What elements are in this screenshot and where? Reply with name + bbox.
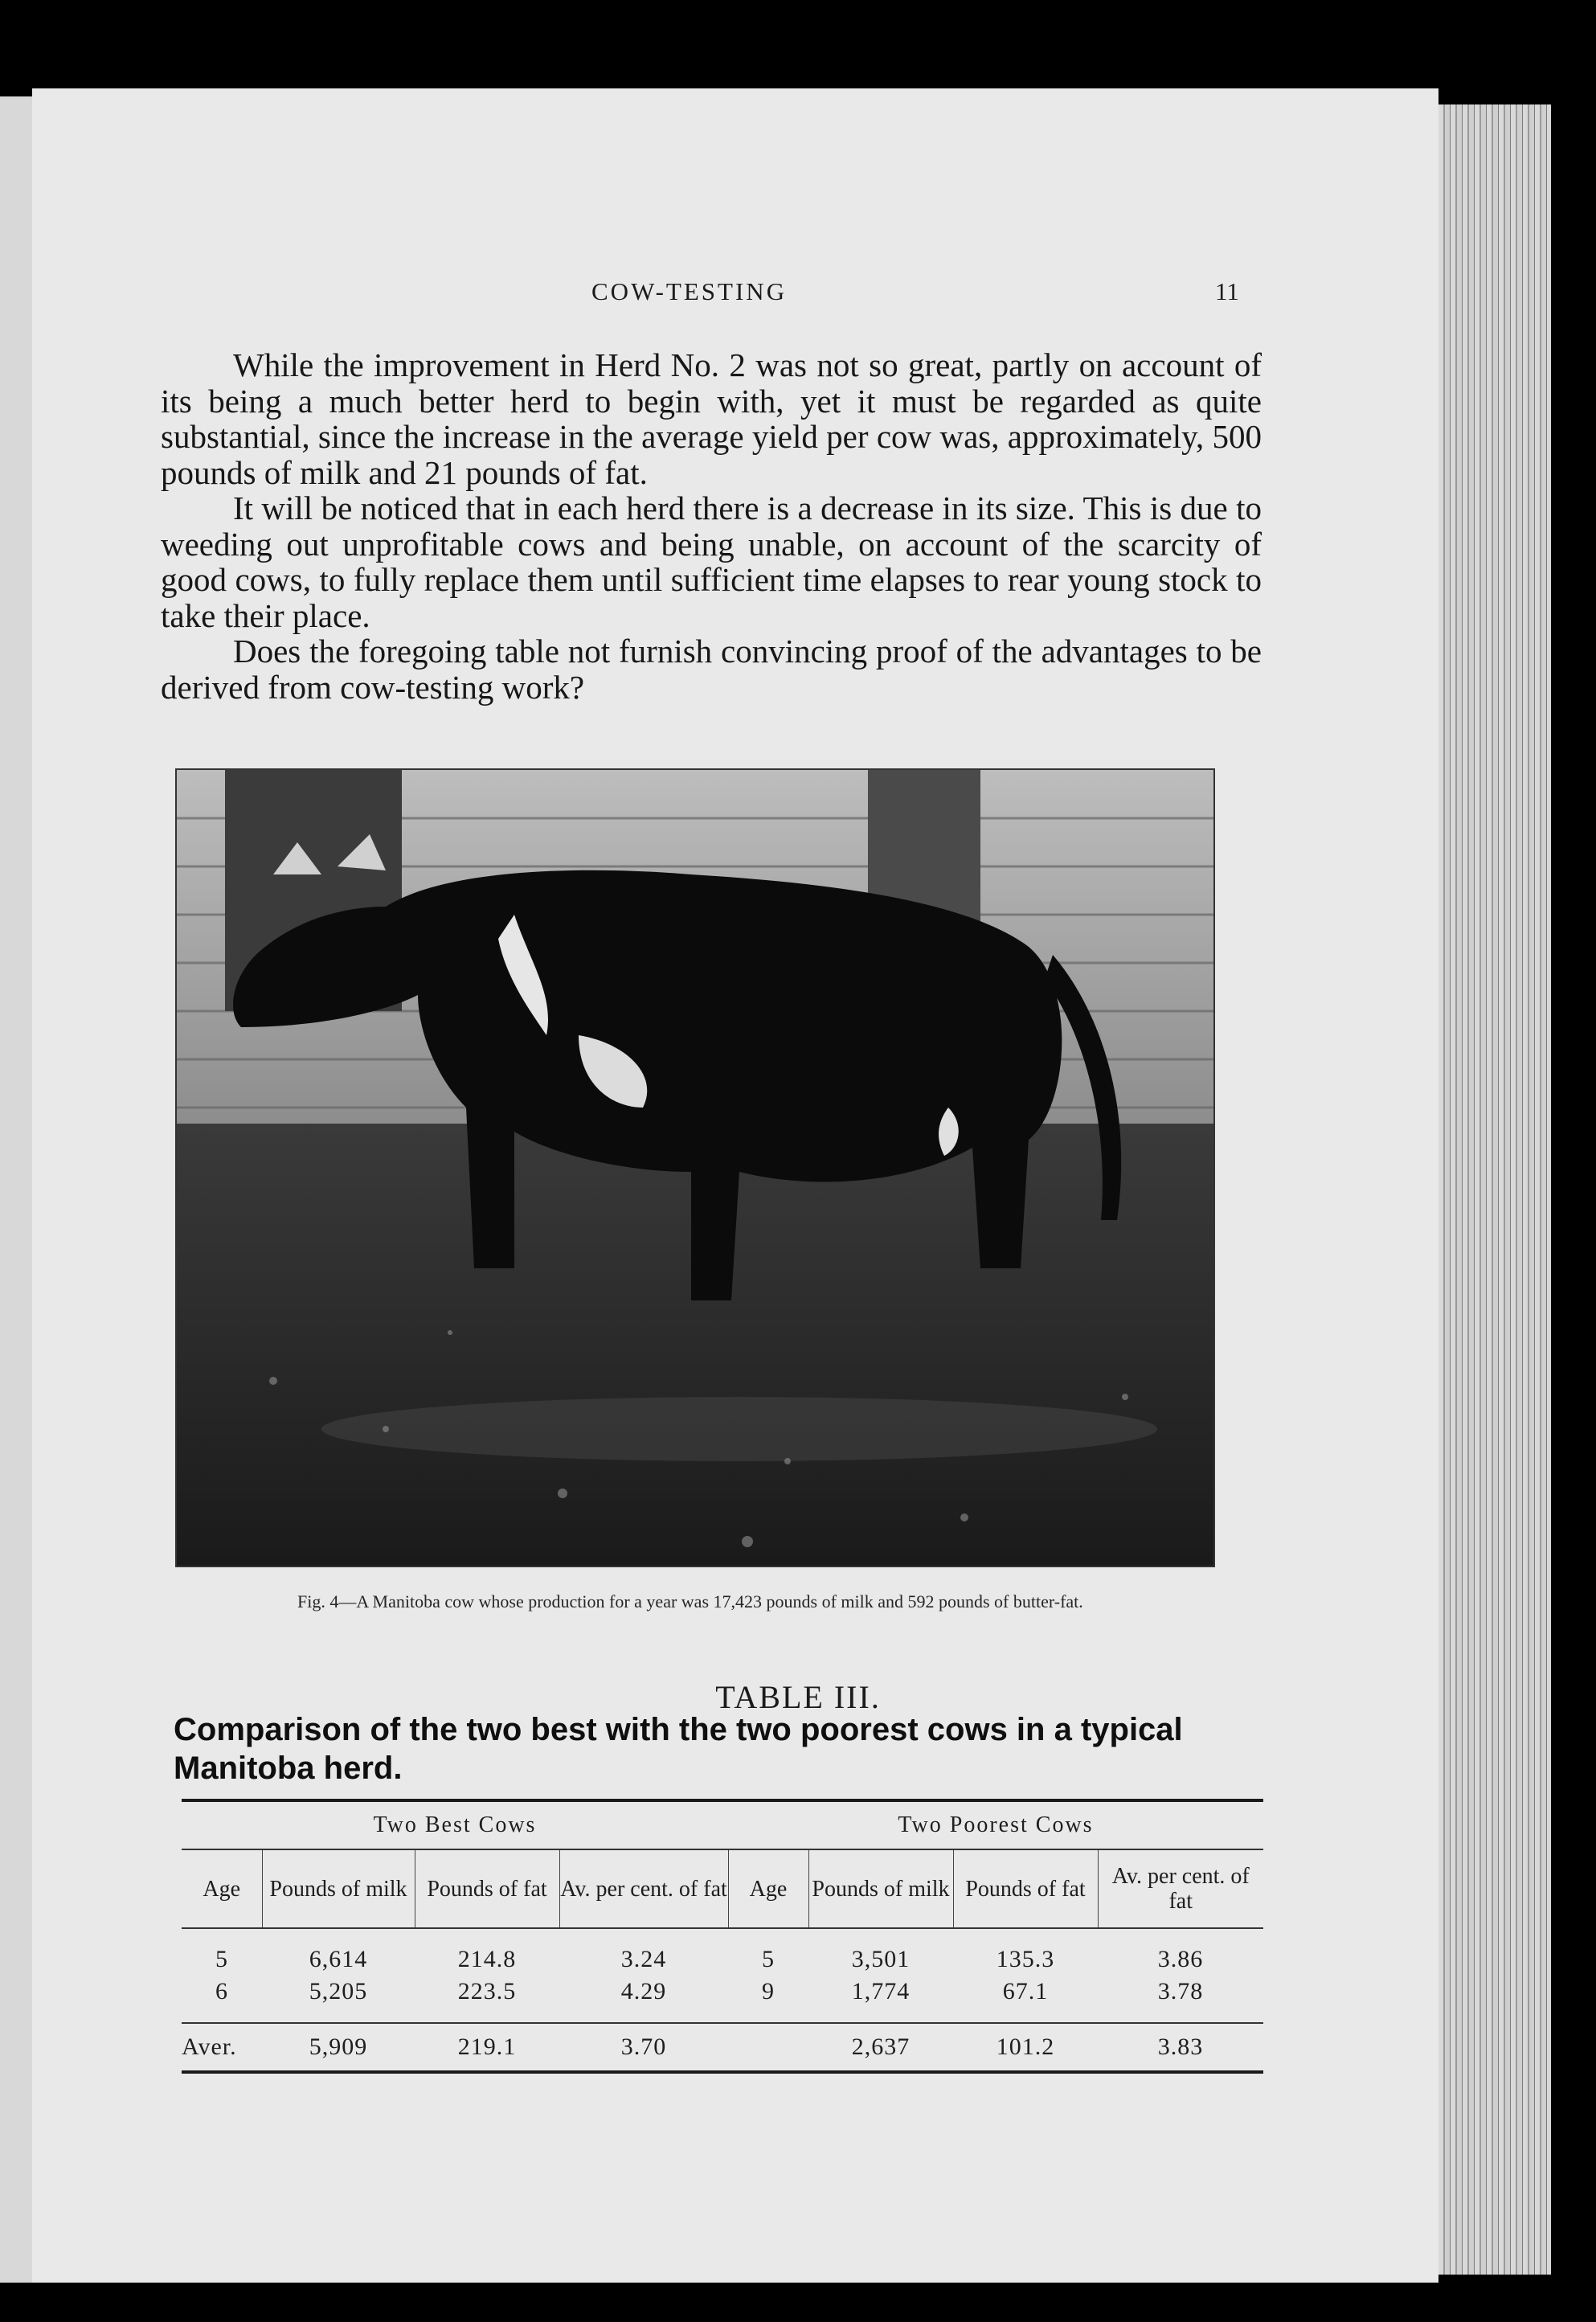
cell-age: 5 <box>215 1946 228 1972</box>
header-percent-fat: Av. per cent. of fat <box>1098 1849 1263 1928</box>
header-age: Age <box>182 1849 262 1928</box>
cell-percent-fat: 4.29 <box>620 1978 667 2005</box>
cell-fat: 223.5 <box>457 1978 517 2005</box>
cell-milk: 5,205 <box>309 1978 368 2005</box>
running-title: COW-TESTING <box>591 277 788 305</box>
cell-milk: 6,614 <box>309 1946 368 1972</box>
average-percent-fat: 3.83 <box>1098 2023 1263 2072</box>
header-age: Age <box>728 1849 808 1928</box>
cell-fat: 135.3 <box>996 1946 1055 1972</box>
table-row <box>182 1976 1263 2023</box>
body-text <box>161 347 1262 705</box>
header-percent-fat: Av. per cent. of fat <box>559 1849 728 1928</box>
cell-percent-fat: 3.86 <box>1157 1946 1204 1972</box>
average-row <box>182 2023 1263 2072</box>
comparison-table <box>182 1799 1263 2074</box>
cell-percent-fat: 3.78 <box>1157 1978 1204 2005</box>
table-title: Comparison of the two best with the two poorest cows in a typical Manitoba herd. <box>174 1712 1183 1786</box>
group-best-header: Two Best Cows <box>373 1812 537 1837</box>
header-milk: Pounds of milk <box>808 1849 953 1928</box>
cell-milk: 3,501 <box>851 1946 911 1972</box>
page-stack-edges <box>1438 104 1551 2275</box>
average-fat: 219.1 <box>415 2023 559 2072</box>
cow-photograph <box>175 768 1215 1567</box>
group-header-row <box>182 1800 1263 1849</box>
table-row <box>182 1928 1263 1976</box>
cell-fat: 214.8 <box>457 1946 517 1972</box>
header-fat: Pounds of fat <box>415 1849 559 1928</box>
average-empty-cell <box>728 2023 808 2072</box>
paragraph: It will be noticed that in each herd there is a decrease in its size. This is due to weeding out unprofitable cows and being unable, on account of the scarcity of good cows, to fully replace them until sufficient time elapses to rear young stock to take their place. <box>161 489 1262 634</box>
paragraph: Does the foregoing table not furnish convincing proof of the advantages to be derived from cow-testing work? <box>161 633 1262 706</box>
header-milk: Pounds of milk <box>262 1849 415 1928</box>
adjacent-page-edge <box>0 96 35 2283</box>
page-number: 11 <box>1215 277 1239 305</box>
group-poorest-header: Two Poorest Cows <box>898 1812 1094 1837</box>
cell-fat: 67.1 <box>1002 1978 1049 2005</box>
cell-age: 6 <box>215 1978 228 2005</box>
average-label: Aver. <box>182 2023 262 2072</box>
figure-caption: Fig. 4—A Manitoba cow whose production for a year was 17,423 pounds of milk and 592 pounds of butter-fat. <box>297 1591 1083 1611</box>
cell-percent-fat: 3.24 <box>620 1946 667 1972</box>
cow-photo-illustration <box>177 770 1213 1566</box>
column-header-row <box>182 1849 1263 1928</box>
cell-age: 9 <box>762 1978 775 2005</box>
header-fat: Pounds of fat <box>953 1849 1098 1928</box>
average-milk: 5,909 <box>262 2023 415 2072</box>
paragraph: While the improvement in Herd No. 2 was not so great, partly on account of its being a much better herd to begin with, yet it must be regarded as quite substantial, since the increase in the average yield per cow was, approximately, 500 pounds of milk and 21 pounds of fat. <box>161 346 1262 491</box>
cell-age: 5 <box>762 1946 775 1972</box>
average-fat: 101.2 <box>953 2023 1098 2072</box>
average-milk: 2,637 <box>808 2023 953 2072</box>
average-percent-fat: 3.70 <box>559 2023 728 2072</box>
table-number: TABLE III. <box>715 1679 881 1715</box>
cell-milk: 1,774 <box>851 1978 911 2005</box>
